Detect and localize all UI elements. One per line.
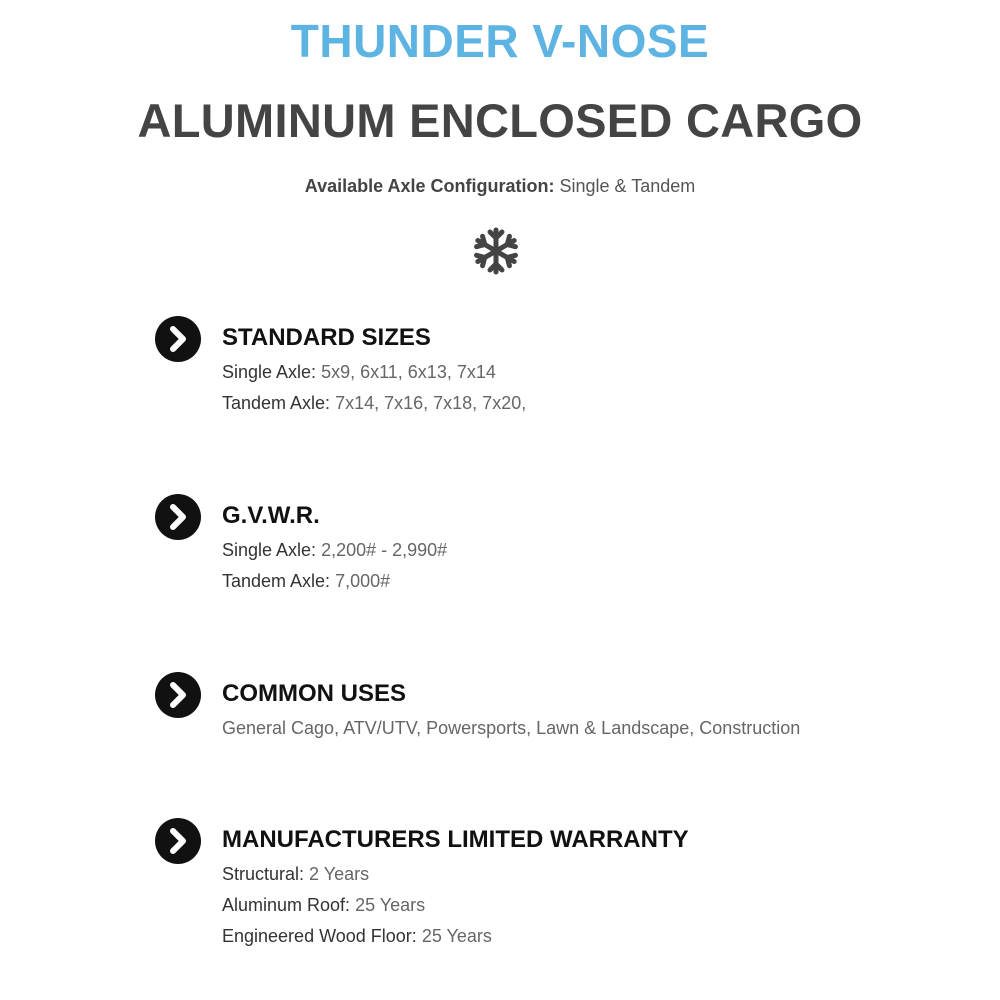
section-line bbox=[222, 362, 496, 383]
line-value: 7x14, 7x16, 7x18, 7x20, bbox=[335, 393, 527, 413]
line-label: Tandem Axle: bbox=[222, 393, 331, 413]
line-label: Engineered Wood Floor: bbox=[222, 926, 417, 946]
line-value: 7,000# bbox=[335, 571, 391, 591]
line-value: 5x9, 6x11, 6x13, 7x14 bbox=[321, 362, 496, 382]
section-line bbox=[222, 864, 369, 885]
line-label: Tandem Axle: bbox=[222, 571, 331, 591]
section-line bbox=[222, 540, 447, 561]
axle-label: Available Axle Configuration: bbox=[304, 176, 555, 196]
section-heading: G.V.W.R. bbox=[222, 502, 320, 529]
chevron-right-circle-icon bbox=[155, 672, 201, 718]
line-value: 25 Years bbox=[355, 895, 426, 915]
section-line bbox=[222, 926, 492, 947]
page-subtitle: ALUMINUM ENCLOSED CARGO bbox=[137, 94, 863, 147]
axle-value: Single & Tandem bbox=[559, 176, 696, 196]
section-heading: STANDARD SIZES bbox=[222, 324, 431, 351]
section-line bbox=[222, 895, 425, 916]
chevron-right-circle-icon bbox=[155, 494, 201, 540]
line-label: Structural: bbox=[222, 864, 305, 884]
snowflake-icon bbox=[474, 226, 518, 276]
section-heading: MANUFACTURERS LIMITED WARRANTY bbox=[222, 826, 689, 853]
section-heading: COMMON USES bbox=[222, 680, 407, 707]
page-title: THUNDER V-NOSE bbox=[290, 15, 710, 67]
section-line bbox=[222, 393, 526, 414]
line-label: Aluminum Roof: bbox=[222, 895, 351, 915]
chevron-right-circle-icon bbox=[155, 316, 201, 362]
line-value: General Cago, ATV/UTV, Powersports, Lawn & Landscape, Construction bbox=[222, 718, 801, 738]
line-value: 2 Years bbox=[309, 864, 370, 884]
axle-configuration bbox=[0, 176, 1000, 197]
section-line bbox=[222, 718, 800, 739]
line-label: Single Axle: bbox=[222, 540, 317, 560]
chevron-right-circle-icon bbox=[155, 818, 201, 864]
line-label: Single Axle: bbox=[222, 362, 317, 382]
line-value: 2,200# - 2,990# bbox=[321, 540, 448, 560]
section-line bbox=[222, 571, 390, 592]
line-value: 25 Years bbox=[421, 926, 492, 946]
